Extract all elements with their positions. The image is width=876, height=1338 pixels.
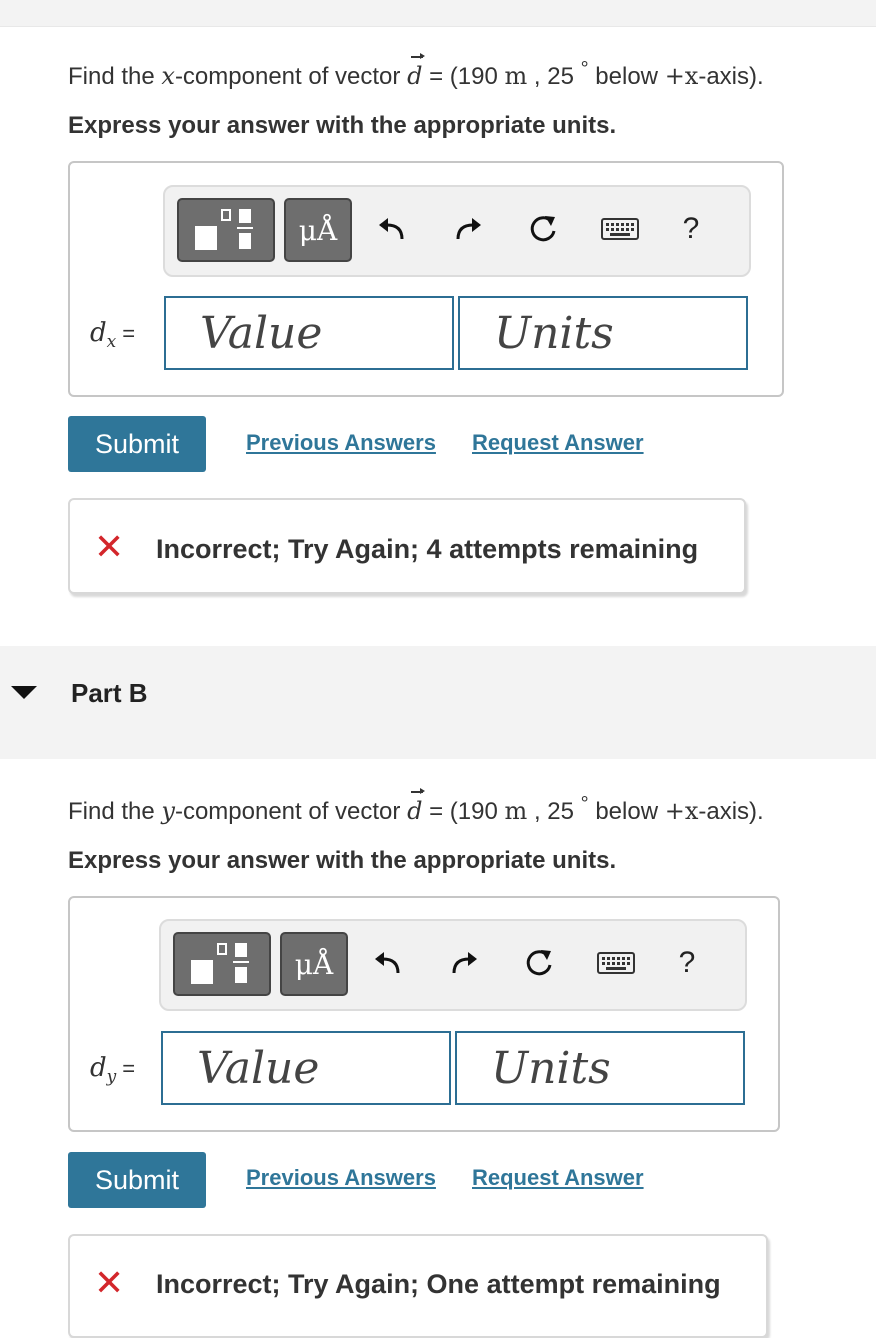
reset-icon: [527, 213, 559, 245]
math-toolbar: [159, 919, 747, 1011]
answer-box-part-b: [68, 896, 780, 1132]
redo-icon: [450, 948, 480, 978]
incorrect-x-icon: ✕: [94, 526, 125, 567]
redo-button[interactable]: [451, 209, 487, 249]
previous-answers-link[interactable]: Previous Answers: [246, 1165, 436, 1190]
feedback-message: Incorrect; Try Again; One attempt remaining: [156, 1269, 721, 1299]
help-icon: ?: [682, 212, 700, 245]
answer-label-dx: $d_x$ =: [90, 318, 136, 353]
submit-button[interactable]: Submit: [68, 1152, 206, 1208]
answer-box-part-a: [68, 161, 784, 397]
undo-icon: [376, 214, 406, 244]
vector-d: d: [407, 797, 423, 825]
value-input[interactable]: Value: [161, 1031, 451, 1105]
help-icon: ?: [678, 946, 696, 979]
question-part-b: Find the y-component of vector d = (190 m , 25 ° below +x-axis).: [68, 793, 764, 825]
units-icon: μÅ: [294, 947, 334, 981]
question-part-a: Find the x-component of vector d = (190 m , 25 ° below +x-axis).: [68, 58, 764, 90]
units-button[interactable]: [280, 932, 348, 996]
undo-button[interactable]: [373, 209, 409, 249]
feedback-box: [68, 498, 746, 594]
request-answer-link[interactable]: Request Answer: [472, 1165, 644, 1190]
request-answer-link[interactable]: Request Answer: [472, 430, 644, 455]
top-band: [0, 0, 876, 27]
undo-icon: [372, 948, 402, 978]
undo-button[interactable]: [369, 943, 405, 983]
part-b-header[interactable]: [0, 646, 876, 759]
units-button[interactable]: [284, 198, 352, 262]
reset-button[interactable]: [525, 209, 561, 249]
keyboard-button[interactable]: [599, 209, 641, 249]
collapse-caret-icon: [11, 686, 37, 699]
keyboard-button[interactable]: [595, 943, 637, 983]
instruction-part-b: Express your answer with the appropriate units.: [68, 847, 617, 874]
vector-d: d: [407, 62, 423, 90]
templates-button[interactable]: [173, 932, 271, 996]
templates-button[interactable]: [177, 198, 275, 262]
value-input[interactable]: Value: [164, 296, 454, 370]
answer-label-dy: $d_y$ =: [90, 1053, 136, 1088]
keyboard-icon: [597, 952, 635, 974]
help-button[interactable]: [673, 209, 709, 249]
submit-button[interactable]: Submit: [68, 416, 206, 472]
help-button[interactable]: [669, 943, 705, 983]
previous-answers-link[interactable]: Previous Answers: [246, 430, 436, 455]
units-input[interactable]: Units: [458, 296, 748, 370]
units-icon: μÅ: [298, 213, 338, 247]
feedback-box: [68, 1234, 768, 1338]
math-toolbar: [163, 185, 751, 277]
part-title: Part B: [71, 678, 148, 708]
instruction-part-a: Express your answer with the appropriate units.: [68, 112, 617, 139]
redo-button[interactable]: [447, 943, 483, 983]
keyboard-icon: [601, 218, 639, 240]
feedback-message: Incorrect; Try Again; 4 attempts remaining: [156, 534, 699, 564]
reset-button[interactable]: [521, 943, 557, 983]
redo-icon: [454, 214, 484, 244]
reset-icon: [523, 947, 555, 979]
units-input[interactable]: Units: [455, 1031, 745, 1105]
incorrect-x-icon: ✕: [94, 1262, 125, 1303]
